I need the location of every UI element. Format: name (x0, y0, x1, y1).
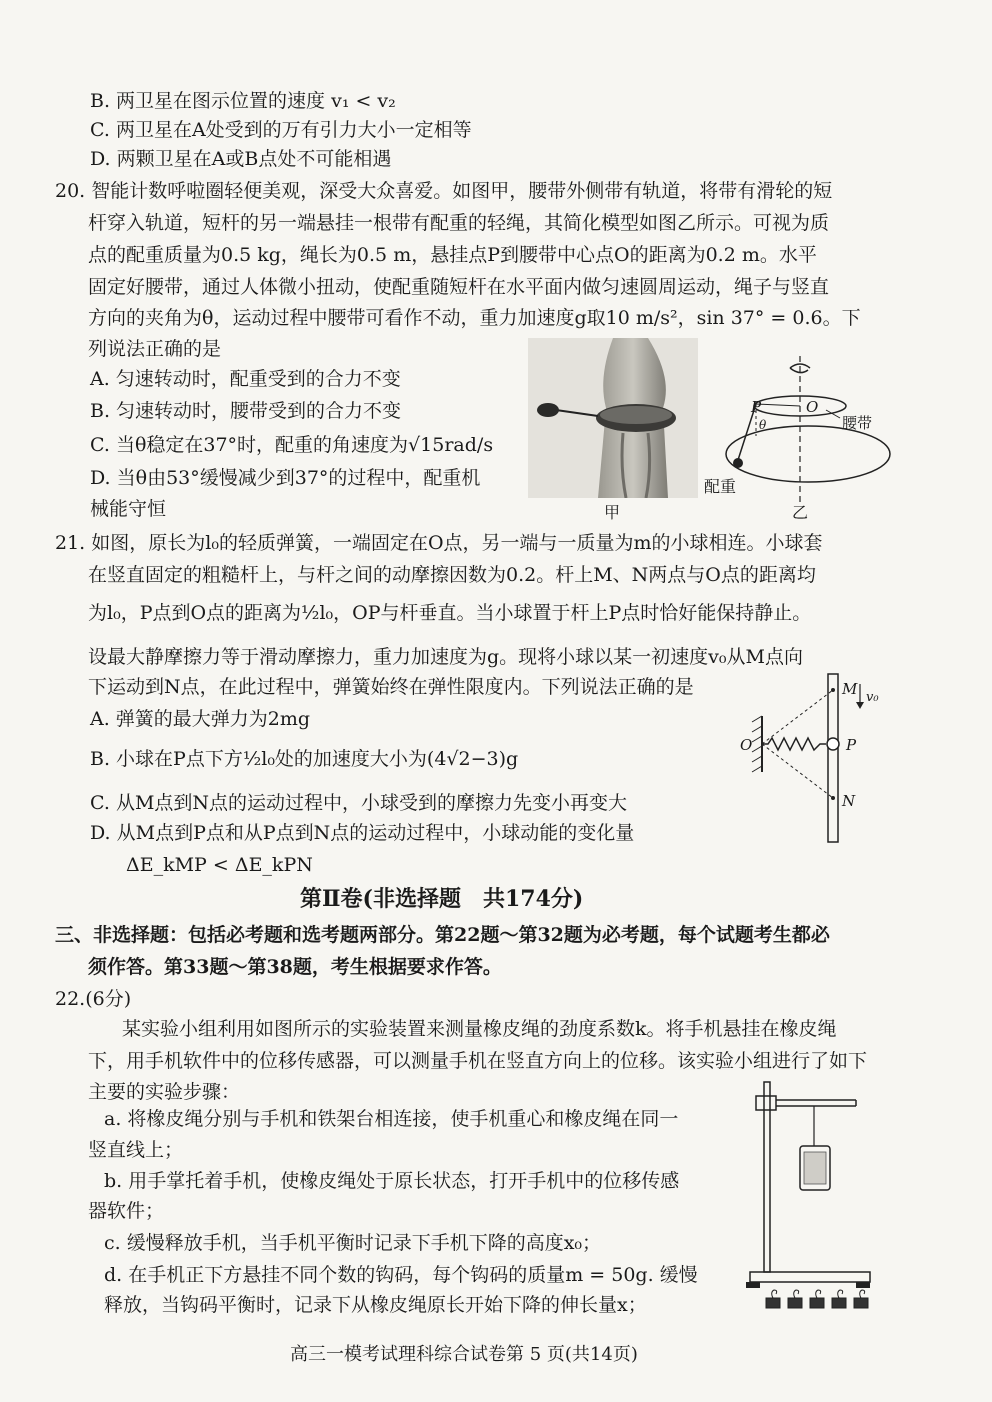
q21-stem-line: 为l₀，P点到O点的距离为½l₀，OP与杆垂直。当小球置于杆上P点时恰好能保持静止。 (88, 602, 812, 624)
figure-yi-label: 乙 (792, 503, 809, 522)
q22-stem-line: 某实验小组利用如图所示的实验装置来测量橡皮绳的劲度系数k。将手机悬挂在橡皮绳 (122, 1018, 837, 1040)
q20-option-b: B. 匀速转动时，腰带受到的合力不变 (90, 400, 402, 422)
q20-stem-line: 20. 智能计数呼啦圈轻便美观，深受大众喜爱。如图甲，腰带外侧带有轨道，将带有滑轮的短 (55, 180, 833, 202)
figure-q21-label-m: M (842, 680, 858, 698)
q22-stem-line: 主要的实验步骤： (88, 1081, 241, 1103)
q20-stem-line: 列说法正确的是 (88, 338, 222, 360)
section-2-instructions: 三、非选择题：包括必考题和选考题两部分。第22题～第32题为必考题，每个试题考生都必 (55, 924, 830, 946)
q22-step-d: d. 在手机正下方悬挂不同个数的钩码，每个钩码的质量m = 50g. 缓慢 (104, 1264, 698, 1286)
figure-yi-label-weight: 配重 (704, 477, 737, 496)
q22-header: 22.(6分) (55, 988, 132, 1010)
page-footer: 高三一模考试理科综合试卷第 5 页(共14页) (290, 1344, 638, 1365)
q20-option-c: C. 当θ稳定在37°时，配重的角速度为√15rad/s (90, 434, 494, 456)
q22-step-a: a. 将橡皮绳分别与手机和铁架台相连接，使手机重心和橡皮绳在同一 (104, 1108, 679, 1130)
figure-q21-label-p: P (846, 736, 857, 754)
figure-q22-apparatus (744, 1076, 884, 1316)
q21-option-d: D. 从M点到P点和从P点到N点的运动过程中，小球动能的变化量 (90, 822, 635, 844)
q21-stem-line: 21. 如图，原长为l₀的轻质弹簧，一端固定在O点，另一端与一质量为m的小球相连。小球套 (55, 532, 823, 554)
q21-stem-line: 在竖直固定的粗糙杆上，与杆之间的动摩擦因数为0.2。杆上M、N两点与O点的距离均 (88, 564, 816, 586)
q20-stem-line: 方向的夹角为θ，运动过程中腰带可看作不动，重力加速度g取10 m/s²，sin 37° = 0.6。下 (88, 307, 861, 329)
figure-yi-label-theta: θ (759, 418, 767, 432)
figure-q21-label-n: N (842, 792, 856, 810)
q20-option-d: D. 当θ由53°缓慢减少到37°的过程中，配重机 (90, 467, 481, 489)
q20-option-d-cont: 械能守恒 (90, 498, 167, 520)
q22-step-b: b. 用手掌托着手机，使橡皮绳处于原长状态，打开手机中的位移传感 (104, 1170, 680, 1192)
q21-option-a: A. 弹簧的最大弹力为2mg (90, 708, 311, 730)
figure-yi-label-o: O (806, 398, 819, 416)
section-2-instructions: 须作答。第33题～第38题，考生根据要求作答。 (88, 956, 502, 978)
q19-option-c: C. 两卫星在A处受到的万有引力大小一定相等 (90, 119, 472, 141)
q21-option-c: C. 从M点到N点的运动过程中，小球受到的摩擦力先变小再变大 (90, 792, 628, 814)
figure-q21-label-o: O (740, 736, 753, 754)
figure-yi-label-belt: 腰带 (842, 414, 873, 432)
q22-stem-line: 下，用手机软件中的位移传感器，可以测量手机在竖直方向上的位移。该实验小组进行了如下 (88, 1050, 868, 1072)
q22-step-b-cont: 器软件； (88, 1200, 165, 1222)
section-2-title: 第Ⅱ卷(非选择题 共174分) (300, 886, 584, 912)
figure-jia-photo (528, 338, 698, 498)
q19-option-d: D. 两颗卫星在A或B点处不可能相遇 (90, 148, 392, 170)
figure-yi-label-p: P (751, 398, 762, 416)
q22-step-a-cont: 竖直线上； (88, 1139, 184, 1161)
q20-option-a: A. 匀速转动时，配重受到的合力不变 (90, 368, 401, 390)
q20-stem-line: 固定好腰带，通过人体微小扭动，使配重随短杆在水平面内做匀速圆周运动，绳子与竖直 (88, 276, 830, 298)
q21-stem-line: 设最大静摩擦力等于滑动摩擦力，重力加速度为g。现将小球以某一初速度v₀从M点向 (88, 646, 803, 668)
q21-stem-line: 下运动到N点，在此过程中，弹簧始终在弹性限度内。下列说法正确的是 (88, 676, 694, 698)
q21-option-b: B. 小球在P点下方½l₀处的加速度大小为(4√2−3)g (90, 748, 519, 770)
figure-q21-label-v0: v₀ (866, 690, 879, 705)
q20-stem-line: 杆穿入轨道，短杆的另一端悬挂一根带有配重的轻绳，其简化模型如图乙所示。可视为质 (88, 212, 830, 234)
q22-step-c: c. 缓慢释放手机，当手机平衡时记录下手机下降的高度x₀； (104, 1232, 602, 1254)
q19-option-b: B. 两卫星在图示位置的速度 v₁ < v₂ (90, 90, 396, 112)
figure-jia-label: 甲 (604, 503, 621, 522)
q22-step-d-cont: 释放，当钩码平衡时，记录下从橡皮绳原长开始下降的伸长量x； (104, 1294, 647, 1316)
q20-stem-line: 点的配重质量为0.5 kg，绳长为0.5 m，悬挂点P到腰带中心点O的距离为0.2 m。水平 (88, 244, 817, 266)
figure-yi-diagram (708, 356, 908, 516)
q21-option-d-cont: ΔE_kMP < ΔE_kPN (126, 854, 313, 876)
